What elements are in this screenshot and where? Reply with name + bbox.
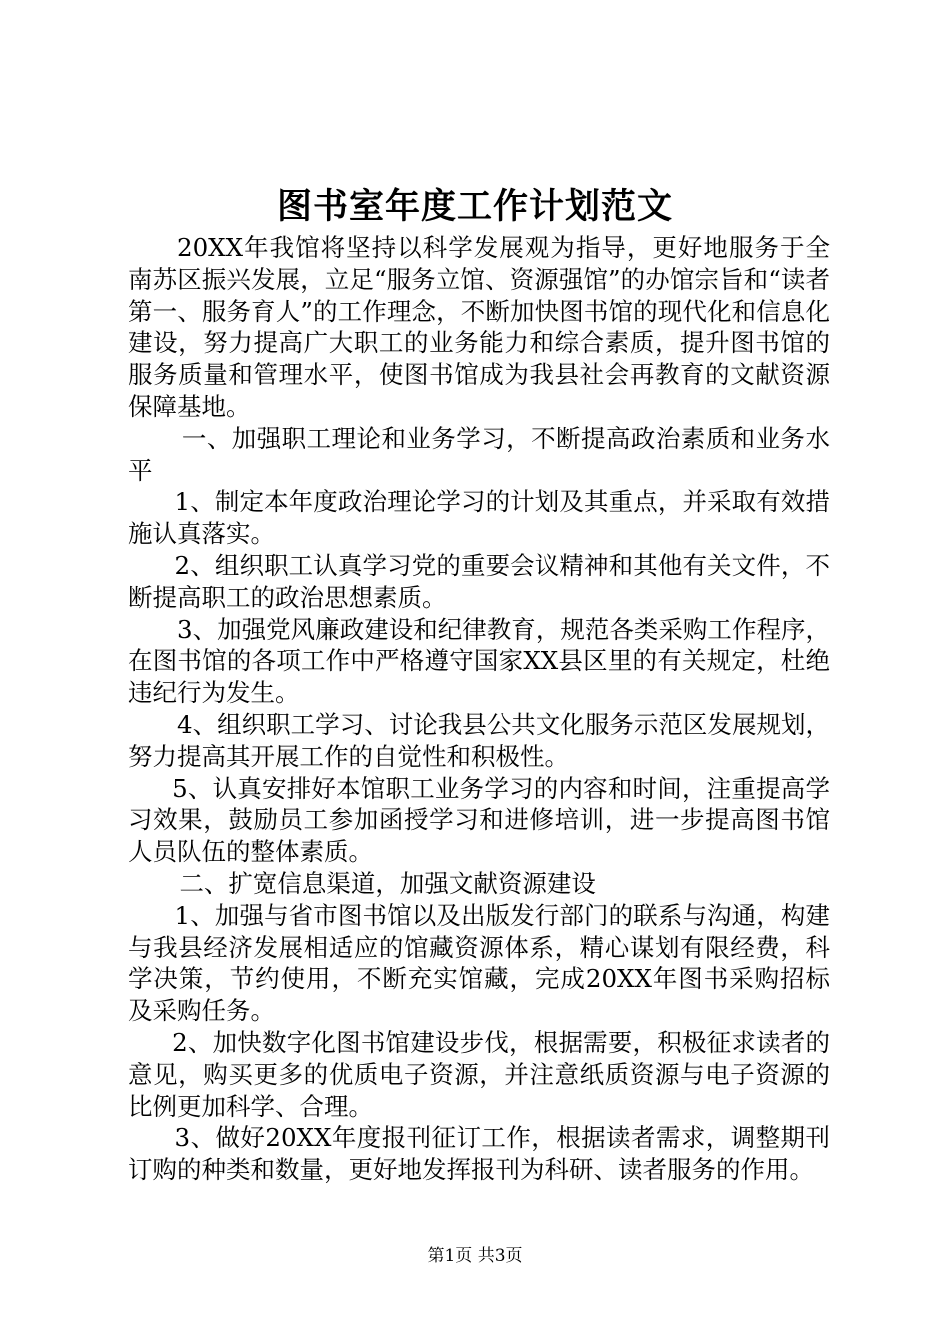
section-heading-1: 一、加强职工理论和业务学习，不断提高政治素质和业务水平 [128, 423, 830, 485]
document-body [128, 232, 830, 1186]
list-item-1-2: 2、组织职工认真学习党的重要会议精神和其他有关文件，不断提高职工的政治思想素质。 [128, 550, 830, 612]
document-title: 图书室年度工作计划范文 [276, 186, 673, 227]
list-item-1-3: 3、加强党风廉政建设和纪律教育，规范各类采购工作程序，在图书馆的各项工作中严格遵守国家XX县区里的有关规定，杜绝违纪行为发生。 [128, 614, 830, 708]
list-item-1-5: 5、认真安排好本馆职工业务学习的内容和时间，注重提高学习效果，鼓励员工参加函授学习和进修培训，进一步提高图书馆人员队伍的整体素质。 [128, 773, 830, 867]
list-item-2-2: 2、加快数字化图书馆建设步伐，根据需要，积极征求读者的意见，购买更多的优质电子资源，并注意纸质资源与电子资源的比例更加科学、合理。 [128, 1027, 830, 1121]
list-item-2-3: 3、做好20XX年度报刊征订工作，根据读者需求，调整期刊订购的种类和数量，更好地发挥报刊为科研、读者服务的作用。 [128, 1123, 830, 1185]
section-heading-2: 二、扩宽信息渠道，加强文献资源建设 [179, 868, 596, 898]
list-item-1-1: 1、制定本年度政治理论学习的计划及其重点，并采取有效措施认真落实。 [128, 487, 830, 549]
intro-paragraph: 20XX年我馆将坚持以科学发展观为指导，更好地服务于全南苏区振兴发展，立足“服务立馆、资源强馆”的办馆宗旨和“读者第一、服务育人”的工作理念，不断加快图书馆的现代化和信息化建设，努力提高广大职工的业务能力和综合素质，提升图书馆的服务质量和管理水平，使图书馆成为我县社会再教育的文献资源保障基地。 [128, 233, 830, 421]
page-footer: 第1页 共3页 [427, 1246, 523, 1266]
list-item-1-4: 4、组织职工学习、讨论我县公共文化服务示范区发展规划，努力提高其开展工作的自觉性和积极性。 [128, 709, 830, 771]
list-item-2-1: 1、加强与省市图书馆以及出版发行部门的联系与沟通，构建与我县经济发展相适应的馆藏资源体系，精心谋划有限经费，科学决策，节约使用，不断充实馆藏，完成20XX年图书采购招标及采购任务。 [128, 900, 830, 1026]
